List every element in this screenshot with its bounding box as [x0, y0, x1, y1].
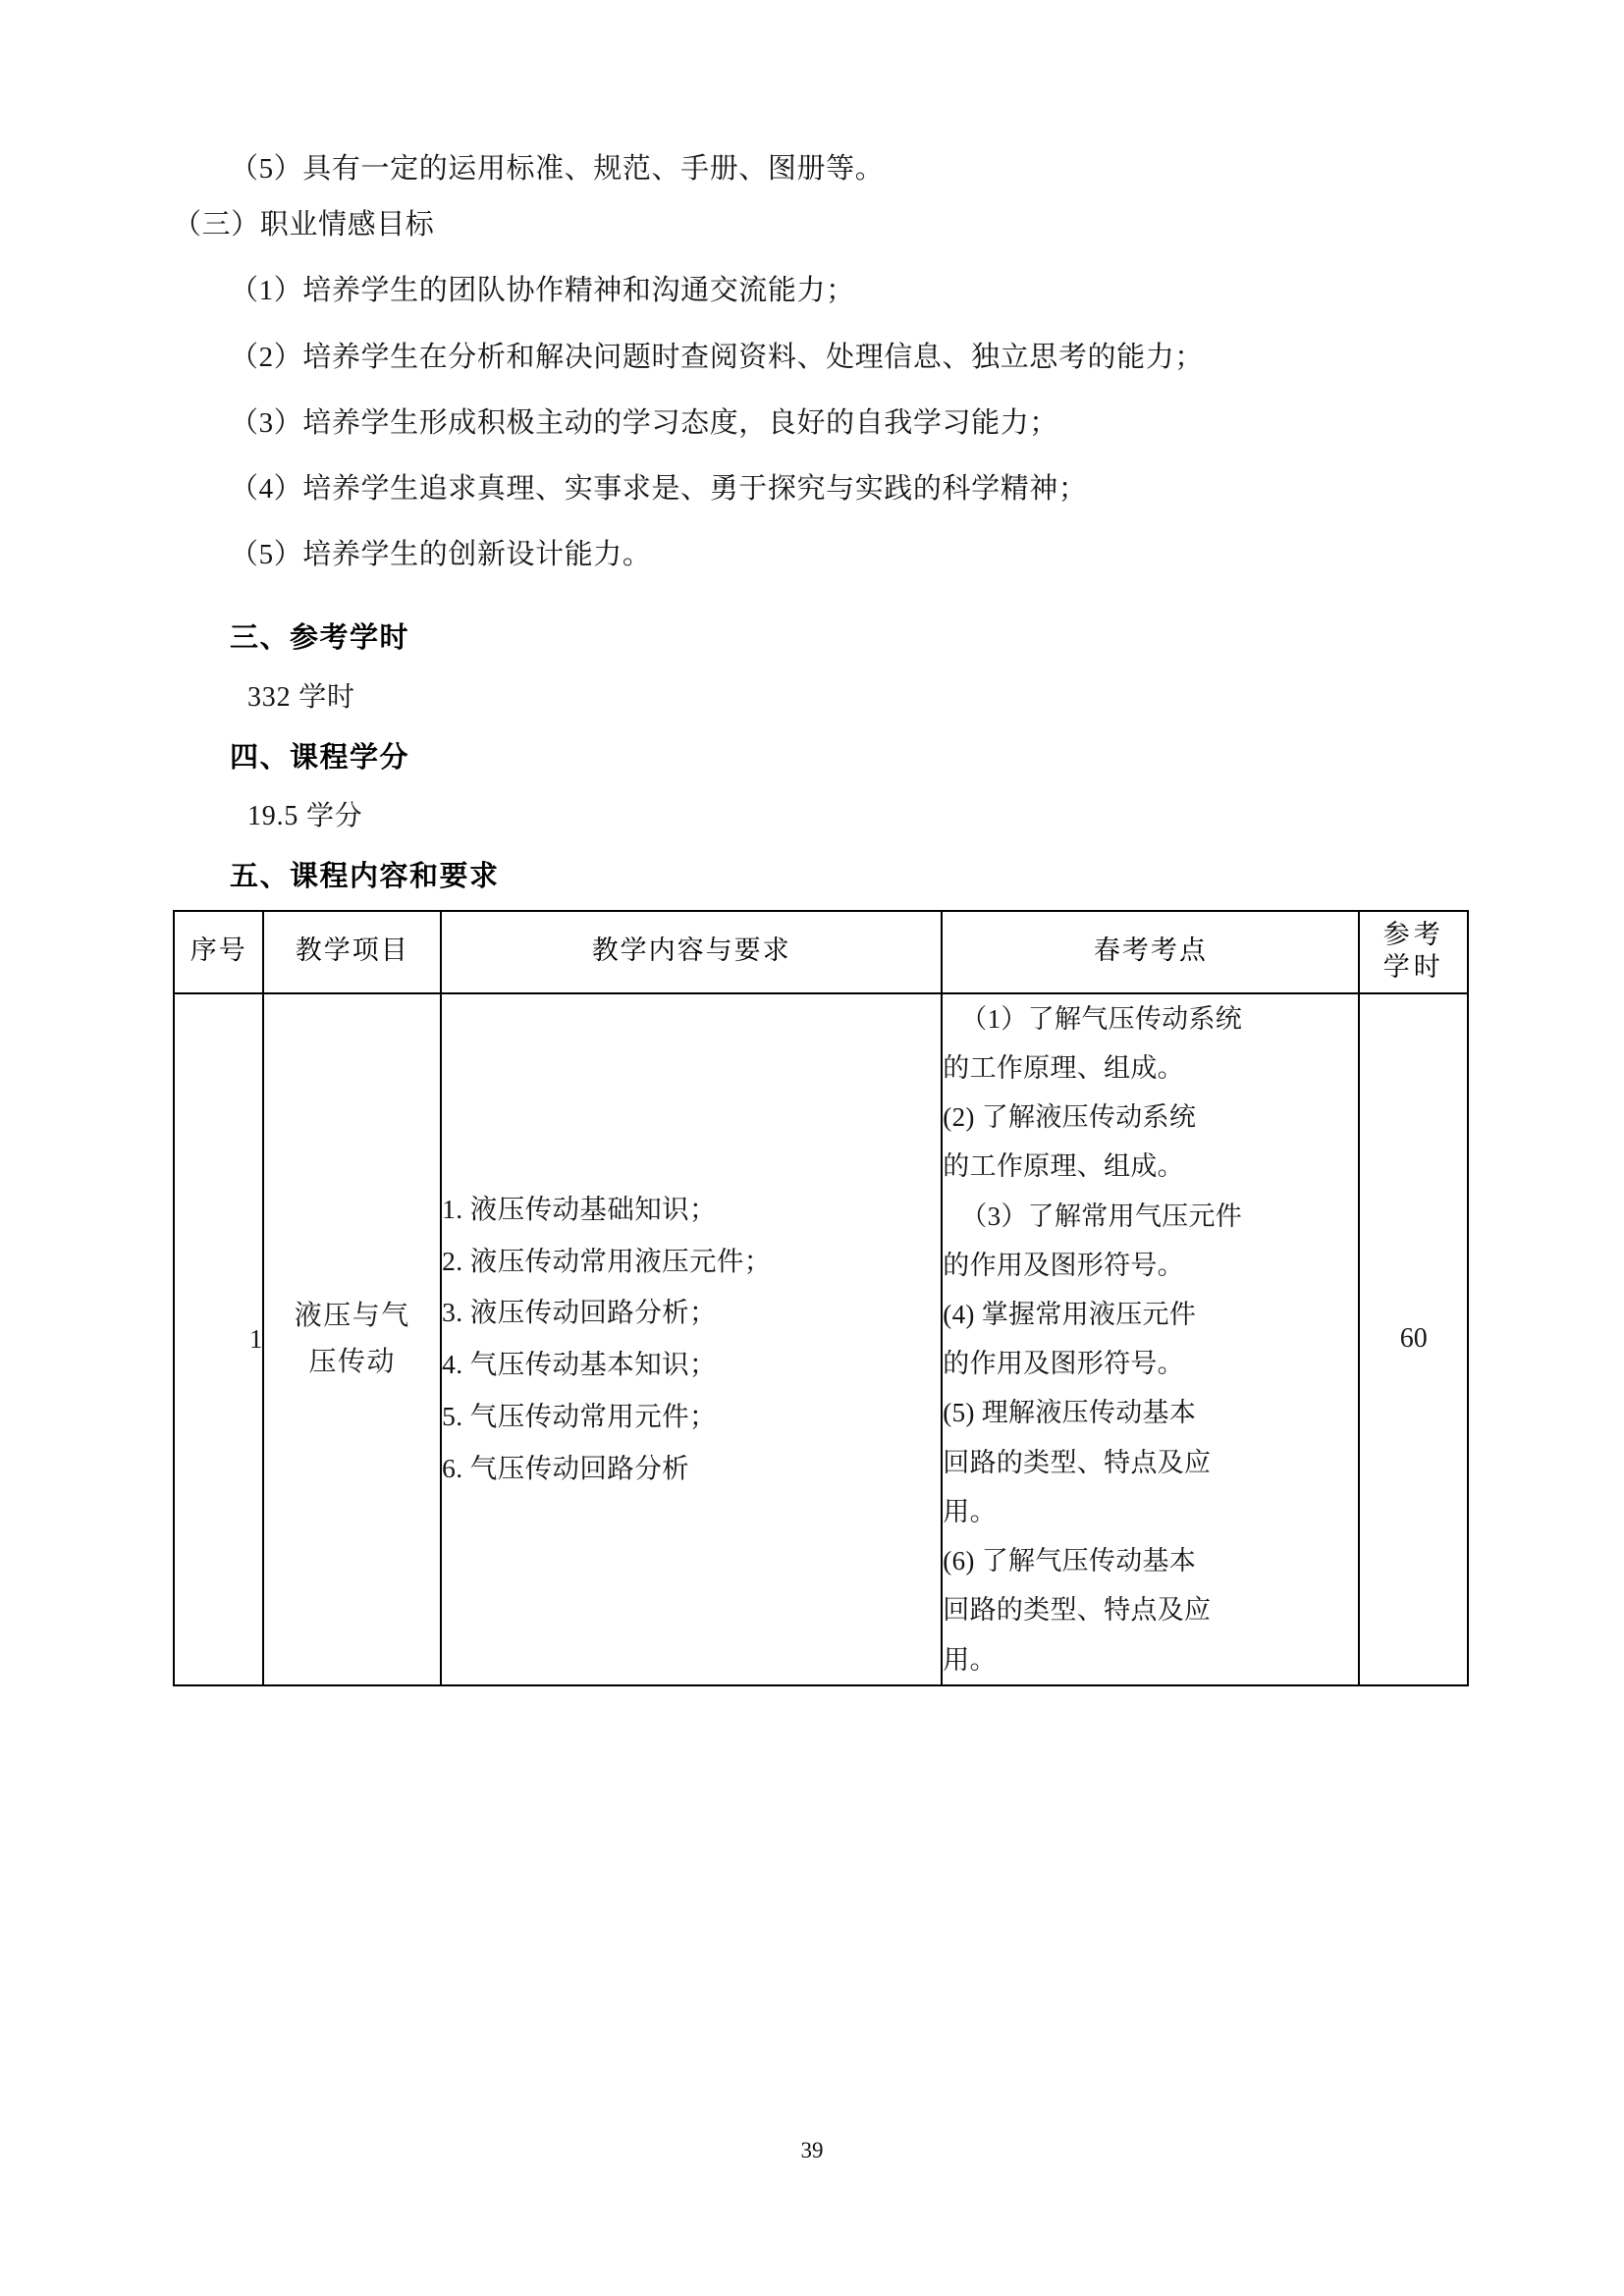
- exam-point-line-2: 的工作原理、组成。: [943, 1052, 1184, 1083]
- row-project-line1: 液压与气: [294, 1301, 410, 1332]
- spacer: [173, 189, 1469, 205]
- table-header-hours-line2: 学时: [1382, 951, 1444, 983]
- spacer: [173, 509, 1469, 535]
- top-margin-spacer: [173, 0, 1469, 149]
- table-header-project: 教学项目: [263, 911, 441, 993]
- content-item-6: 6. 气压传动回路分析: [442, 1452, 689, 1483]
- emotion-goal-item-1: （1）培养学生的团队协作精神和沟通交流能力；: [230, 275, 855, 307]
- reference-hours-value: 332 学时: [247, 681, 355, 713]
- course-content-table: [173, 910, 1469, 1686]
- table-header-exam-points: 春考考点: [942, 911, 1359, 993]
- exam-point-line-13: 回路的类型、特点及应: [943, 1595, 1212, 1626]
- spacer: [173, 312, 1469, 338]
- row-content: [441, 993, 942, 1685]
- spacer: [173, 837, 1469, 855]
- content-item-3: 3. 液压传动回路分析；: [442, 1297, 717, 1328]
- exam-point-line-9: (5) 理解液压传动基本: [943, 1398, 1197, 1428]
- content-item-4: 4. 气压传动基本知识；: [442, 1349, 717, 1380]
- heading-course-credits: 四、课程学分: [230, 739, 410, 774]
- spacer: [173, 575, 1469, 616]
- heading-course-content: 五、课程内容和要求: [230, 859, 500, 893]
- exam-point-line-3: (2) 了解液压传动系统: [943, 1102, 1197, 1133]
- table-header-content: 教学内容与要求: [441, 911, 942, 993]
- table-header-no: 序号: [174, 911, 263, 993]
- page-content: [173, 0, 1469, 1686]
- spacer: [173, 245, 1469, 271]
- heading-reference-hours: 三、参考学时: [230, 620, 410, 655]
- skill-item-5: （5）具有一定的运用标准、规范、手册、图册等。: [230, 153, 885, 185]
- page-number: 39: [800, 2138, 824, 2163]
- spacer: [173, 719, 1469, 736]
- exam-point-line-11: 用。: [943, 1496, 997, 1526]
- exam-point-line-14: 用。: [943, 1644, 997, 1675]
- emotion-goal-item-5: （5）培养学生的创新设计能力。: [230, 539, 652, 571]
- exam-point-line-5: （3）了解常用气压元件: [960, 1201, 1243, 1231]
- emotion-goal-item-4: （4）培养学生追求真理、实事求是、勇于探究与实践的科学精神；: [230, 472, 1088, 505]
- table-header-row: [174, 911, 1468, 993]
- exam-point-line-10: 回路的类型、特点及应: [943, 1447, 1212, 1477]
- spacer: [173, 444, 1469, 469]
- row-project: [263, 993, 441, 1685]
- row-no: 1: [174, 993, 263, 1685]
- spacer: [173, 660, 1469, 677]
- section-heading-emotion-goals: （三）职业情感目标: [173, 209, 435, 241]
- emotion-goal-item-3: （3）培养学生形成积极主动的学习态度，良好的自我学习能力；: [230, 406, 1058, 439]
- table-header-hours: [1359, 911, 1468, 993]
- spacer: [173, 778, 1469, 796]
- exam-point-line-12: (6) 了解气压传动基本: [943, 1546, 1197, 1576]
- exam-point-line-6: 的作用及图形符号。: [943, 1250, 1184, 1280]
- table-header-hours-line1: 参考: [1382, 919, 1444, 950]
- content-item-2: 2. 液压传动常用液压元件；: [442, 1245, 772, 1276]
- exam-point-line-7: (4) 掌握常用液压元件: [943, 1300, 1197, 1330]
- spacer: [173, 378, 1469, 403]
- course-credits-value: 19.5 学分: [247, 801, 363, 832]
- row-hours: 60: [1359, 993, 1468, 1685]
- row-project-line2: 压传动: [308, 1347, 396, 1378]
- exam-point-line-1: （1）了解气压传动系统: [960, 1003, 1243, 1034]
- emotion-goal-item-2: （2）培养学生在分析和解决问题时查阅资料、处理信息、独立思考的能力；: [230, 341, 1204, 373]
- content-item-5: 5. 气压传动常用元件；: [442, 1401, 717, 1432]
- exam-point-line-4: 的工作原理、组成。: [943, 1151, 1184, 1182]
- row-exam-points: [942, 993, 1359, 1685]
- table-row: [174, 993, 1468, 1685]
- content-item-1: 1. 液压传动基础知识；: [442, 1193, 717, 1224]
- exam-point-line-8: 的作用及图形符号。: [943, 1349, 1184, 1379]
